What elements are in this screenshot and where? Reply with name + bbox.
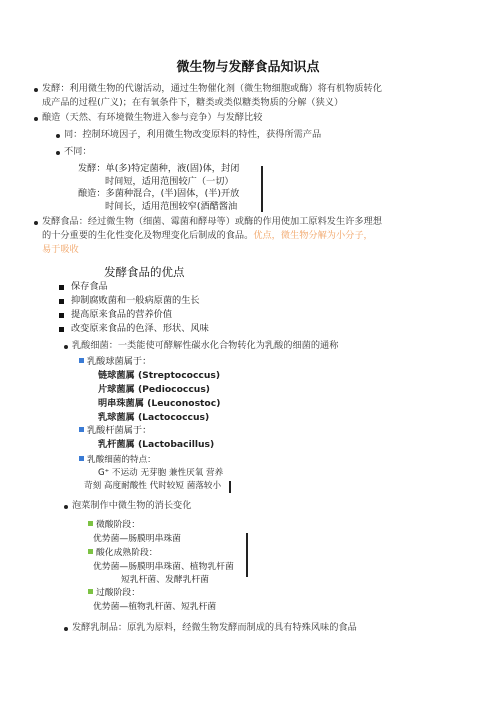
advantage-item: 提高原来食品的营养价值	[71, 309, 173, 320]
green-square-icon	[88, 589, 93, 594]
square-bullet	[59, 313, 64, 318]
bullet-dot	[64, 345, 68, 349]
page-title: 微生物与发酵食品知识点	[176, 60, 320, 75]
bullet-dot	[34, 221, 38, 225]
compare-line2: 时间短，适用范围较广（一切）	[105, 176, 234, 187]
advantage-item: 抑制腐败菌和一般病原菌的生长	[71, 295, 200, 306]
cocci-item: 乳球菌属 (Lactococcus)	[98, 412, 210, 423]
bullet-dot	[56, 151, 60, 155]
bullet-dot	[64, 505, 68, 509]
scroll-edge-bar	[261, 166, 263, 212]
brewing-vs-fermentation: 酿造（天然、有环境微生物进入参与竞争）与发酵比较	[42, 112, 263, 123]
fermented-food-line3: 易于吸收	[42, 244, 79, 255]
bullet-dot	[64, 627, 68, 631]
features-heading: 乳酸细菌的特点：	[79, 453, 156, 467]
stage1-heading: 微酸阶段：	[88, 518, 140, 532]
blue-square-icon	[79, 358, 84, 363]
cocci-item: 明串珠菌属 (Leuconostoc)	[98, 398, 221, 409]
features-line1: G⁺ 不运动 无芽胞 兼性厌氧 营养	[98, 468, 224, 478]
cocci-heading: 乳酸球菌属于：	[79, 355, 151, 369]
green-square-icon	[88, 521, 93, 526]
fermented-food-line1: 发酵食品：经过微生物（细菌、霉菌和酵母等）或酶的作用使加工原料发生许多理想	[42, 216, 382, 227]
fermented-food-line2: 的十分重要的生化性变化及物理变化后制成的食品。优点，微生物分解为小分子，	[42, 230, 373, 241]
bacilli-heading: 乳酸杆菌属于：	[79, 424, 151, 438]
compare-line4: 时间长，适用范围较窄(酒醋酱油	[105, 201, 238, 212]
square-bullet	[59, 285, 64, 290]
bullet-dot	[34, 88, 38, 92]
features-line2: 苛刻 高度耐酸性 代时较短 菌落较小	[84, 481, 222, 491]
compare-line1: 发酵：单(多)特定菌种，液(固)体，封闭	[78, 163, 240, 174]
stage2-heading: 酸化成熟阶段：	[88, 546, 158, 560]
pickle-heading: 泡菜制作中微生物的消长变化	[72, 500, 192, 511]
stage3-body: 优势菌—植物乳杆菌、短乳杆菌	[93, 602, 217, 612]
bacilli-item: 乳杆菌属 (Lactobacillus)	[98, 439, 215, 450]
advantage-item: 保存食品	[71, 281, 108, 292]
stage2-body2: 短乳杆菌、发酵乳杆菌	[121, 575, 209, 585]
stage3-heading: 过酸阶段：	[88, 586, 140, 600]
bullet-dot	[56, 134, 60, 138]
diff-label: 不同：	[64, 146, 92, 157]
fermentation-def-line2: 成产品的过程(广义)；在有氧条件下，糖类或类似糖类物质的分解（狭义）	[42, 97, 344, 108]
dairy-definition: 发酵乳制品：原乳为原料，经微生物发酵而制成的具有特殊风味的食品	[72, 622, 357, 633]
scroll-edge-bar	[229, 481, 231, 493]
lab-definition: 乳酸细菌：一类能使可酵解性碳水化合物转化为乳酸的细菌的通称	[72, 340, 339, 351]
scroll-edge-bar	[246, 533, 248, 577]
cocci-item: 片球菌属 (Pediococcus)	[98, 384, 211, 395]
fermentation-def-line1: 发酵：利用微生物的代谢活动，通过生物催化剂（微生物细胞或酶）将有机物质转化	[42, 83, 382, 94]
stage1-body: 优势菌—肠膜明串珠菌	[93, 534, 181, 544]
square-bullet	[59, 299, 64, 304]
green-square-icon	[88, 549, 93, 554]
stage2-body1: 优势菌—肠膜明串珠菌、植物乳杆菌	[93, 562, 234, 572]
cocci-item: 链球菌属 (Streptococcus)	[98, 370, 221, 381]
section-heading: 发酵食品的优点	[104, 265, 185, 279]
compare-line3: 酿造：多菌种混合，(半)固体，(半)开放	[78, 188, 240, 199]
blue-square-icon	[79, 427, 84, 432]
same-point: 同：控制环境因子，利用微生物改变原料的特性，获得所需产品	[64, 129, 322, 140]
square-bullet	[59, 327, 64, 332]
bullet-dot	[34, 117, 38, 121]
advantage-item: 改变原来食品的色泽、形状、风味	[71, 323, 209, 334]
blue-square-icon	[79, 456, 84, 461]
